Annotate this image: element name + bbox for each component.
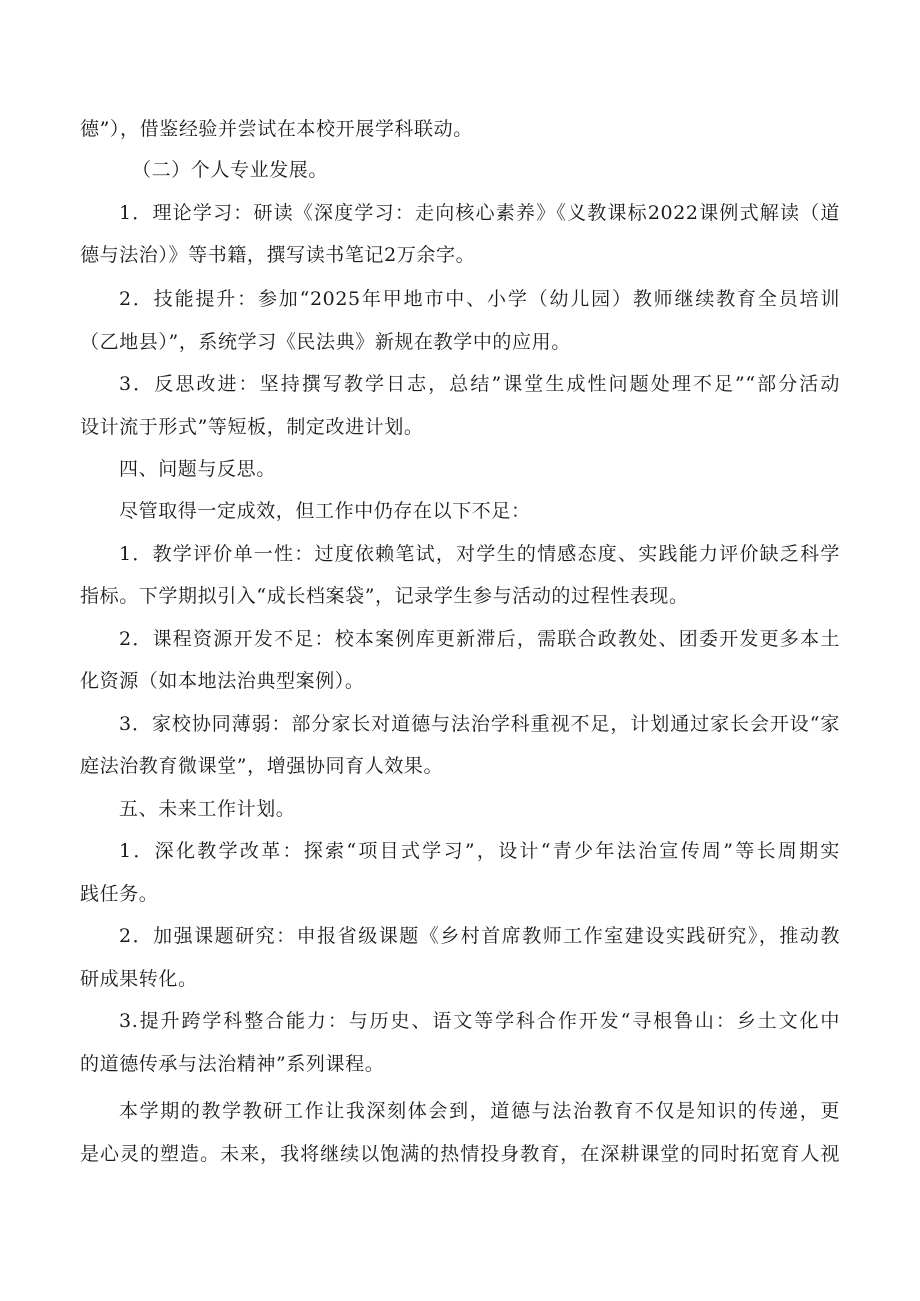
text-line: 是心灵的塑造。未来，我将继续以饱满的热情投身教育，在深耕课堂的同时拓宽育人视: [80, 1143, 840, 1165]
text-line: 1．理论学习：研读《深度学习：走向核心素养》《义教课标2022课例式解读（道: [119, 202, 840, 224]
text-line: 指标。下学期拟引入“成长档案袋”，记录学生参与活动的过程性表现。: [80, 585, 689, 607]
text-line: 德”），借鉴经验并尝试在本校开展学科联动。: [80, 118, 473, 140]
text-line: 设计流于形式”等短板，制定改进计划。: [80, 416, 424, 438]
text-line: 2．技能提升：参加“2025年甲地市中、小学（幼儿园）教师继续教育全员培训: [119, 288, 840, 310]
text-line: （乙地县）”，系统学习《民法典》新规在教学中的应用。: [80, 331, 571, 353]
text-line: 3．反思改进：坚持撰写教学日志，总结”课堂生成性问题处理不足”“部分活动: [119, 373, 840, 395]
text-line: 德与法治）》等书籍，撰写读书笔记2万余字。: [80, 244, 476, 266]
text-line: 3．家校协同薄弱：部分家长对道德与法治学科重视不足，计划通过家长会开设“家: [119, 713, 840, 735]
text-line: 2．课程资源开发不足：校本案例库更新滞后，需联合政教处、团委开发更多本土: [119, 628, 840, 650]
text-line: 庭法治教育微课堂”，增强协同育人效果。: [80, 755, 444, 777]
text-line: 研成果转化。: [80, 968, 198, 990]
text-line: 尽管取得一定成效，但工作中仍存在以下不足：: [119, 500, 531, 522]
section-heading: 四、问题与反思。: [119, 458, 276, 480]
section-heading: 五、未来工作计划。: [119, 798, 296, 820]
text-line: 3.提升跨学科整合能力：与历史、语文等学科合作开发“寻根鲁山：乡土文化中: [119, 1010, 840, 1032]
text-line: 的道德传承与法治精神”系列课程。: [80, 1053, 385, 1075]
subsection-heading: （二）个人专业发展。: [132, 159, 329, 181]
text-line: 2．加强课题研究：申报省级课题《乡村首席教师工作室建设实践研究》，推动教: [119, 925, 840, 947]
text-line: 化资源（如本地法治典型案例）。: [80, 670, 365, 692]
text-line: 本学期的教学教研工作让我深刻体会到，道德与法治教育不仅是知识的传递，更: [119, 1100, 840, 1122]
text-line: 1．教学评价单一性：过度依赖笔试，对学生的情感态度、实践能力评价缺乏科学: [119, 543, 840, 565]
text-line: 践任务。: [80, 883, 159, 905]
text-line: 1．深化教学改革：探索“项目式学习”，设计“青少年法治宣传周”等长周期实: [119, 840, 840, 862]
